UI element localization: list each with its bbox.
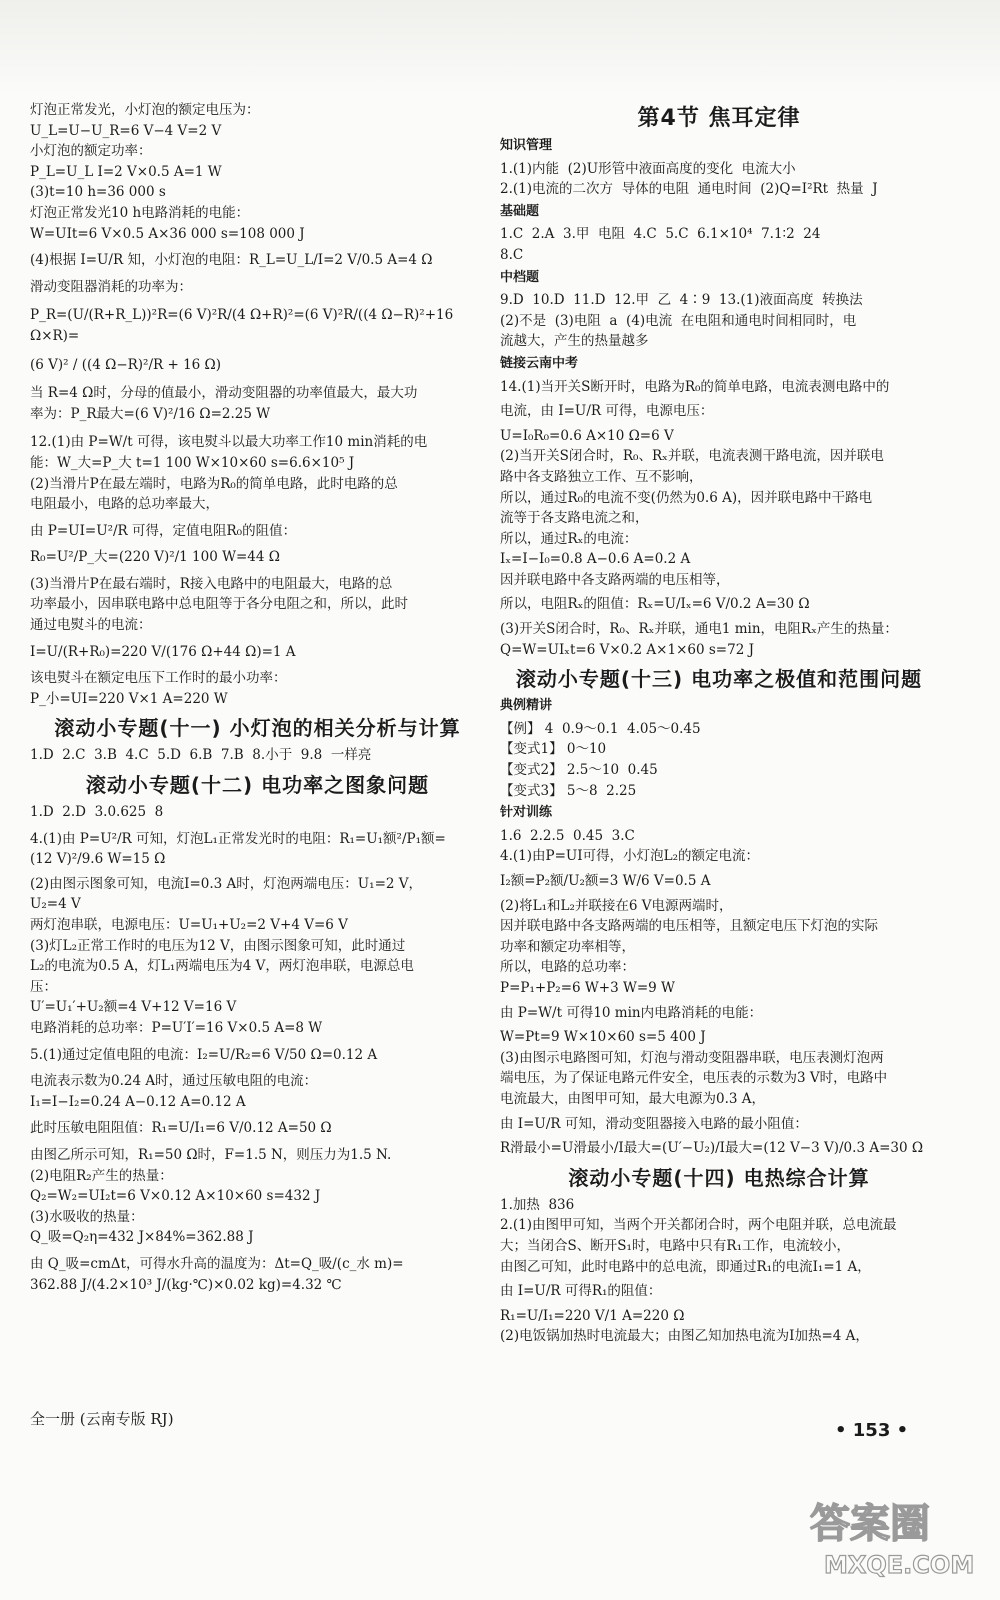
text-line: 【变式3】 5～8 2.25: [500, 782, 637, 799]
text-line: 电流，由 I=U/R 可得，电源电压：: [500, 403, 714, 420]
book-edition-label: 全一册 (云南专版 RJ): [30, 1410, 174, 1428]
subheading-training: 针对训练: [500, 805, 553, 821]
text-line: 4.(1)由P=UI可得，小灯泡L₂的额定电流：: [500, 848, 759, 865]
text-line: 由 I=U/R 可得R₁的阻值：: [500, 1283, 662, 1300]
section-title-jiaoer: 第4节 焦耳定律: [637, 106, 801, 131]
text-line: I=U/(R+R₀)=220 V/(176 Ω+44 Ω)=1 A: [30, 643, 296, 660]
text-line: U₂=4 V: [30, 896, 81, 913]
page-number: • 153 •: [835, 1420, 909, 1441]
text-line: 1.C 2.A 3.甲 电阻 4.C 5.C 6.1×10⁴ 7.1∶2 24: [500, 226, 821, 243]
watermark-line2: MXQE.COM: [824, 1551, 975, 1579]
right-column: [500, 100, 938, 1347]
text-line: (2)电阻R₂产生的热量：: [30, 1167, 173, 1184]
text-line: 大；当闭合S、断开S₁时，电路中只有R₁工作，电流较小，: [500, 1237, 850, 1254]
text-line: 功率最小，因串联电路中总电阻等于各分电阻之和，所以，此时: [30, 596, 408, 613]
text-line: Q₂=W₂=UI₂t=6 V×0.12 A×10×60 s=432 J: [30, 1188, 321, 1205]
watermark-logo: [800, 1485, 990, 1585]
text-line: 所以，通过R₀的电流不变(仍然为0.6 A)，因并联电路中干路电: [500, 489, 873, 506]
text-line: P_小=UI=220 V×1 A=220 W: [30, 690, 228, 707]
text-line: 两灯泡串联，电源电压：U=U₁+U₂=2 V+4 V=6 V: [30, 917, 348, 933]
text-line: 因并联电路中各支路两端的电压相等，且额定电压下灯泡的实际: [500, 918, 878, 935]
section-12-answers: [30, 802, 485, 1295]
text-line: 能：W_大=P_大 t=1 100 W×10×60 s=6.6×10⁵ J: [30, 454, 355, 471]
text-line: 通过电熨斗的电流：: [30, 617, 152, 634]
text-line: (12 V)²/9.6 W=15 Ω: [30, 851, 166, 868]
text-line: 由 Q_吸=cmΔt，可得水升高的温度为：Δt=Q_吸/(c_水 m)=: [30, 1255, 404, 1272]
left-solution-block: [30, 100, 485, 709]
text-line: 灯泡正常发光10 h电路消耗的电能：: [30, 204, 250, 221]
text-line: W=UIt=6 V×0.5 A×36 000 s=108 000 J: [30, 225, 305, 242]
text-line: 路中各支路独立工作、互不影响，: [500, 468, 703, 485]
text-line: 流等于各支路电流之和，: [500, 510, 649, 527]
text-line: 滑动变阻器消耗的功率为：: [30, 278, 192, 295]
text-line: R₁=U/I₁=220 V/1 A=220 Ω: [500, 1307, 685, 1324]
text-line: U′=U₁′+U₂额=4 V+12 V=16 V: [30, 999, 237, 1016]
text-line: 2.(1)由图甲可知，当两个开关都闭合时，两个电阻并联，总电流最: [500, 1217, 897, 1234]
text-line: 所以，通过Rₓ的电流：: [500, 530, 638, 547]
text-line: W=Pt=9 W×10×60 s=5 400 J: [500, 1029, 706, 1046]
text-line: U=I₀R₀=0.6 A×10 Ω=6 V: [500, 427, 674, 444]
text-line: 由图乙所示可知，R₁=50 Ω时，F=1.5 N，则压力为1.5 N.: [30, 1146, 392, 1163]
text-line: (3)由图示电路图可知，灯泡与滑动变阻器串联，电压表测灯泡两: [500, 1049, 884, 1066]
text-line: P=P₁+P₂=6 W+3 W=9 W: [500, 979, 675, 996]
text-line: (3)开关S闭合时，R₀、Rₓ并联，通电1 min，电阻Rₓ产生的热量：: [500, 621, 898, 638]
text-line: 2.(1)电流的二次方 导体的电阻 通电时间 (2)Q=I²Rt 热量 J: [500, 181, 878, 198]
text-line: 功率和额定功率相等，: [500, 938, 635, 955]
text-line: 1.6 2.2.5 0.45 3.C: [500, 827, 635, 844]
text-line: 1.加热 836: [500, 1196, 575, 1213]
text-line: 【例】 4 0.9～0.1 4.05～0.45: [500, 720, 701, 737]
text-line: 此时压敏电阻阻值：R₁=U/I₁=6 V/0.12 A=50 Ω: [30, 1120, 332, 1137]
text-line: 由图乙可知，此时电路中的总电流，即通过R₁的电流I₁=1 A，: [500, 1258, 871, 1275]
text-line: 电阻最小，电路的总功率最大，: [30, 496, 219, 513]
subheading-knowledge: 知识管理: [500, 138, 553, 153]
text-line: 362.88 J/(4.2×10³ J/(kg·℃)×0.02 kg)=4.32 ℃: [30, 1276, 342, 1293]
text-line: 所以，电路的总功率：: [500, 959, 635, 976]
text-line: U_L=U−U_R=6 V−4 V=2 V: [30, 122, 222, 139]
text-line: 电路消耗的总功率：P=U′I′=16 V×0.5 A=8 W: [30, 1019, 323, 1036]
text-line: 9.D 10.D 11.D 12.甲 乙 4∶9 13.(1)液面高度 转换法: [500, 292, 863, 309]
text-line: 电流最大，由图甲可知，最大电源为0.3 A，: [500, 1090, 766, 1107]
text-line: (4)根据 I=U/R 知，小灯泡的电阻：R_L=U_L/I=2 V/0.5 A=4 Ω: [30, 252, 433, 269]
text-line: (2)不是 (3)电阻 a (4)电流 在电阻和通电时间相同时，电: [500, 312, 857, 329]
text-line: Q=W=UIₓt=6 V×0.2 A×1×60 s=72 J: [500, 641, 754, 658]
text-line: I₁=I−I₂=0.24 A−0.12 A=0.12 A: [30, 1093, 246, 1110]
text-line: P_L=U_L I=2 V×0.5 A=1 W: [30, 163, 222, 180]
text-line: (2)电饭锅加热时电流最大；由图乙知加热电流为I加热=4 A，: [500, 1328, 869, 1345]
scan-top-shade: [0, 0, 1000, 95]
text-line: (2)将L₁和L₂并联接在6 V电源两端时，: [500, 897, 733, 914]
text-line: 【变式1】 0～10: [500, 741, 607, 758]
subheading-medium: 中档题: [500, 269, 540, 285]
text-line: 当 R=4 Ω时，分母的值最小，滑动变阻器的功率值最大，最大功: [30, 385, 418, 402]
section-title-12: 滚动小专题(十二) 电功率之图象问题: [85, 773, 430, 798]
text-line: (3)t=10 h=36 000 s: [30, 184, 166, 201]
text-line: 端电压，为了保证电路元件安全，电压表的示数为3 V时，电路中: [500, 1070, 888, 1087]
text-line: (3)灯L₂正常工作时的电压为12 V，由图示图象可知，此时通过: [30, 937, 406, 954]
section-title-14: 滚动小专题(十四) 电热综合计算: [568, 1165, 870, 1190]
text-line: Iₓ=I−I₀=0.8 A−0.6 A=0.2 A: [500, 551, 691, 568]
subheading-example: 典例精讲: [500, 698, 553, 714]
text-line: I₂额=P₂额/U₂额=3 W/6 V=0.5 A: [500, 873, 711, 889]
text-line: (2)由图示图象可知，电流I=0.3 A时，灯泡两端电压：U₁=2 V，: [30, 875, 423, 892]
text-line: 因并联电路中各支路两端的电压相等，: [500, 571, 730, 588]
text-line: L₂的电流为0.5 A，灯L₁两端电压为4 V，两灯泡串联，电源总电: [30, 958, 414, 975]
subheading-yunnan: 链接云南中考: [500, 355, 579, 371]
text-line: 8.C: [500, 246, 524, 263]
answer-line: 1.D 2.C 3.B 4.C 5.D 6.B 7.B 8.小于 9.8 一样亮: [30, 747, 372, 764]
text-line: 率为：P_R最大=(6 V)²/16 Ω=2.25 W: [30, 405, 271, 422]
text-line: 电流表示数为0.24 A时，通过压敏电阻的电流：: [30, 1073, 318, 1090]
text-line: (3)水吸收的热量：: [30, 1208, 144, 1225]
text-line: (2)当开关S闭合时，R₀、Rₓ并联，电流表测干路电流，因并联电: [500, 448, 884, 465]
watermark-line1: 答案圈: [810, 1501, 930, 1547]
text-line: 1.D 2.D 3.0.625 8: [30, 804, 164, 821]
text-line: 12.(1)由 P=W/t 可得，该电熨斗以最大功率工作10 min消耗的电: [30, 434, 428, 451]
text-line: 该电熨斗在额定电压下工作时的最小功率：: [30, 670, 287, 687]
text-line: 1.(1)内能 (2)U形管中液面高度的变化 电流大小: [500, 160, 796, 177]
text-line: 小灯泡的额定功率：: [30, 143, 152, 160]
text-line: P_R=(U/(R+R_L))²R=(6 V)²R/(4 Ω+R)²=(6 V)²R/((4 Ω−R)²+16 Ω×R)=: [30, 307, 458, 344]
text-line: R滑最小=U滑最小/I最大=(U′−U₂)/I最大=(12 V−3 V)/0.3 A=30 Ω: [500, 1140, 924, 1157]
text-line: 5.(1)通过定值电阻的电流：I₂=U/R₂=6 V/50 Ω=0.12 A: [30, 1046, 378, 1063]
text-line: (2)当滑片P在最左端时，电路为R₀的简单电路，此时电路的总: [30, 475, 398, 492]
section-title-13: 滚动小专题(十三) 电功率之极值和范围问题: [515, 667, 923, 692]
subheading-basic: 基础题: [500, 203, 540, 219]
text-line: 所以，电阻Rₓ的阻值：Rₓ=U/Iₓ=6 V/0.2 A=30 Ω: [500, 596, 810, 613]
text-line: 14.(1)当开关S断开时，电路为R₀的简单电路，电流表测电路中的: [500, 378, 890, 395]
text-line: Q_吸=Q₂η=432 J×84%=362.88 J: [30, 1229, 254, 1246]
section-title-11: 滚动小专题(十一) 小灯泡的相关分析与计算: [54, 716, 461, 741]
text-line: 灯泡正常发光，小灯泡的额定电压为：: [30, 102, 260, 118]
text-line: 【变式2】 2.5～10 0.45: [500, 762, 658, 779]
text-line: 由 P=W/t 可得10 min内电路消耗的电能：: [500, 1004, 763, 1021]
text-line: R₀=U²/P_大=(220 V)²/1 100 W=44 Ω: [30, 549, 280, 566]
left-column: [30, 100, 485, 1295]
text-line: 由 P=UI=U²/R 可得，定值电阻R₀的阻值：: [30, 522, 297, 539]
text-line: (6 V)² / ((4 Ω−R)²/R + 16 Ω): [30, 356, 222, 373]
text-line: 压：: [30, 978, 57, 995]
text-line: 由 I=U/R 可知，滑动变阻器接入电路的最小阻值：: [500, 1115, 808, 1132]
text-line: 流越大，产生的热量越多: [500, 333, 649, 350]
text-line: (3)当滑片P在最右端时，R接入电路中的电阻最大，电路的总: [30, 575, 393, 592]
text-line: 4.(1)由 P=U²/R 可知，灯泡L₁正常发光时的电阻：R₁=U₁额²/P₁额=: [30, 830, 446, 847]
